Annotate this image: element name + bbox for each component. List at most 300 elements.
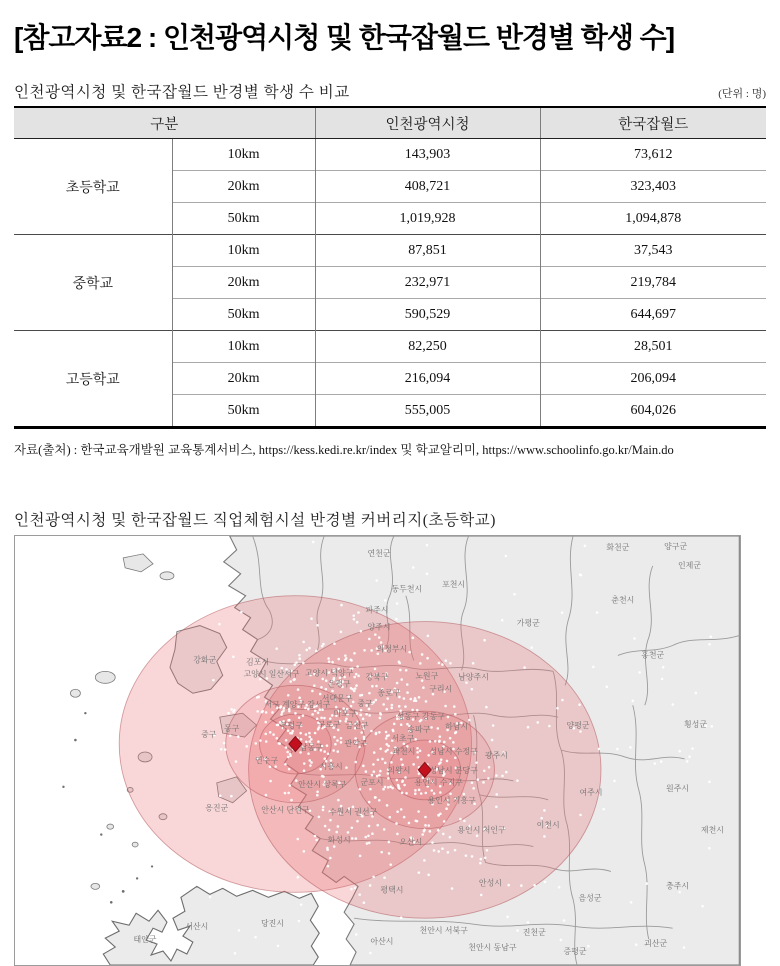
- school-dot: [587, 945, 590, 948]
- school-dot: [297, 688, 300, 691]
- school-dot: [328, 829, 331, 832]
- school-dot: [629, 746, 632, 749]
- school-dot: [396, 833, 399, 836]
- school-dot: [382, 703, 385, 706]
- school-dot: [225, 584, 228, 587]
- school-dot: [285, 739, 288, 742]
- school-dot: [516, 779, 519, 782]
- school-dot: [389, 863, 392, 866]
- school-dot: [350, 659, 353, 662]
- region-label: 진천군: [522, 928, 546, 938]
- school-dot: [235, 760, 238, 763]
- region-label: 구로구: [317, 720, 341, 730]
- school-dot: [313, 684, 316, 687]
- school-dot: [234, 952, 237, 955]
- school-dot: [368, 638, 371, 641]
- school-dot: [326, 848, 329, 851]
- school-dot: [437, 850, 440, 853]
- school-dot: [480, 858, 483, 861]
- school-dot: [322, 643, 325, 646]
- school-dot: [323, 757, 326, 760]
- school-dot: [434, 740, 437, 743]
- school-dot: [691, 747, 694, 750]
- school-dot: [332, 749, 335, 752]
- school-dot: [540, 817, 543, 820]
- school-dot: [487, 777, 490, 780]
- school-dot: [344, 654, 347, 657]
- school-dot: [355, 837, 358, 840]
- school-dot: [430, 726, 433, 729]
- school-dot: [390, 761, 393, 764]
- school-dot: [321, 678, 324, 681]
- school-dot: [276, 737, 279, 740]
- school-dot: [254, 936, 257, 939]
- school-dot: [392, 730, 395, 733]
- school-dot: [298, 696, 301, 699]
- school-dot: [323, 750, 326, 753]
- school-dot: [632, 700, 635, 703]
- school-dot: [386, 735, 389, 738]
- table-row: [14, 331, 766, 363]
- school-dot: [391, 787, 394, 790]
- school-dot: [369, 788, 372, 791]
- region-label: 당진시: [260, 919, 285, 929]
- school-dot: [701, 905, 704, 908]
- school-dot: [560, 939, 563, 942]
- school-dot: [376, 824, 379, 827]
- school-dot: [352, 614, 355, 617]
- value-cell: 232,971: [315, 267, 540, 299]
- school-dot: [695, 692, 698, 695]
- school-dot: [337, 825, 340, 828]
- value-cell: 604,026: [540, 395, 766, 428]
- radius-cell: 20km: [172, 363, 315, 395]
- school-dot: [454, 713, 457, 716]
- school-dot: [366, 842, 369, 845]
- school-dot: [329, 819, 332, 822]
- school-dot: [544, 881, 547, 884]
- region-label: 하남시: [445, 722, 469, 732]
- value-cell: 219,784: [540, 267, 766, 299]
- school-dot: [311, 690, 314, 693]
- school-dot: [397, 784, 400, 787]
- school-dot: [416, 747, 419, 750]
- school-dot: [287, 694, 290, 697]
- school-dot: [584, 545, 587, 548]
- school-dot: [688, 755, 691, 758]
- school-dot: [285, 746, 288, 749]
- region-label: 양주시: [367, 622, 391, 632]
- school-dot: [375, 699, 378, 702]
- school-dot: [398, 661, 401, 664]
- school-dot: [404, 705, 407, 708]
- region-label: 군포시: [360, 777, 384, 787]
- school-dot: [315, 839, 318, 842]
- school-dot: [379, 770, 382, 773]
- radius-cell: 20km: [172, 171, 315, 203]
- school-dot: [421, 833, 424, 836]
- school-dot: [264, 721, 267, 724]
- school-dot: [543, 809, 546, 812]
- school-dot: [662, 666, 665, 669]
- school-dot: [417, 756, 420, 759]
- school-dot: [375, 685, 378, 688]
- school-level-cell: 중학교: [14, 235, 172, 331]
- school-dot: [416, 709, 419, 712]
- school-dot: [530, 646, 533, 649]
- school-dot: [333, 845, 336, 848]
- school-dot: [286, 751, 289, 754]
- school-dot: [378, 774, 381, 777]
- school-dot: [368, 842, 371, 845]
- school-dot: [265, 740, 268, 743]
- school-dot: [381, 758, 384, 761]
- value-cell: 1,019,928: [315, 203, 540, 235]
- school-dot: [233, 573, 236, 576]
- radius-cell: 10km: [172, 331, 315, 363]
- school-dot: [391, 704, 394, 707]
- school-dot: [357, 611, 360, 614]
- school-dot: [343, 927, 346, 930]
- school-dot: [264, 733, 267, 736]
- region-label: 시흥시: [319, 761, 343, 771]
- school-dot: [284, 792, 287, 795]
- school-dot: [433, 792, 436, 795]
- school-dot: [390, 707, 393, 710]
- value-cell: 87,851: [315, 235, 540, 267]
- school-dot: [375, 732, 378, 735]
- school-dot: [492, 724, 495, 727]
- school-dot: [412, 763, 415, 766]
- school-dot: [439, 791, 442, 794]
- school-dot: [377, 758, 380, 761]
- table-header-row: [14, 80, 766, 102]
- school-dot: [556, 707, 559, 710]
- school-dot: [387, 745, 390, 748]
- region-label: 관악구: [344, 739, 368, 749]
- school-dot: [329, 857, 332, 860]
- school-dot: [414, 792, 417, 795]
- value-cell: 206,094: [540, 363, 766, 395]
- school-dot: [414, 738, 417, 741]
- school-dot: [355, 933, 358, 936]
- school-dot: [396, 779, 399, 782]
- school-dot: [433, 849, 436, 852]
- school-dot: [265, 794, 268, 797]
- school-dot: [278, 742, 281, 745]
- region-label: 음성군: [578, 893, 602, 903]
- value-cell: 555,005: [315, 395, 540, 428]
- school-dot: [536, 721, 539, 724]
- school-dot: [334, 743, 337, 746]
- region-label: 동두천시: [391, 584, 423, 594]
- school-dot: [495, 774, 498, 777]
- school-dot: [333, 642, 336, 645]
- region-label: 괴산군: [644, 939, 668, 949]
- school-dot: [379, 748, 382, 751]
- school-dot: [449, 836, 452, 839]
- school-dot: [360, 630, 363, 633]
- school-dot: [276, 724, 279, 727]
- school-dot: [400, 916, 403, 919]
- school-dot: [360, 709, 363, 712]
- school-dot: [256, 696, 259, 699]
- region-label: 부평구: [279, 721, 303, 731]
- school-dot: [606, 686, 609, 689]
- school-dot: [328, 660, 331, 663]
- school-dot: [314, 709, 317, 712]
- school-dot: [563, 919, 566, 922]
- school-dot: [548, 725, 551, 728]
- region-label: 파주시: [365, 605, 389, 615]
- school-dot: [318, 816, 321, 819]
- school-dot: [596, 611, 599, 614]
- unit-note: (단위 : 명): [718, 88, 766, 100]
- region-label: 평택시: [380, 885, 404, 895]
- school-dot: [327, 865, 330, 868]
- region-label: 마포구: [333, 709, 357, 719]
- school-dot: [654, 762, 657, 765]
- school-dot: [356, 665, 359, 668]
- region-label: 성남시 수정구: [429, 746, 478, 756]
- region-label: 수원시 권선구: [328, 807, 378, 817]
- school-dot: [296, 838, 299, 841]
- region-label: 가평군: [516, 618, 540, 628]
- school-dot: [396, 682, 399, 685]
- school-dot: [359, 714, 362, 717]
- school-dot: [337, 799, 340, 802]
- school-dot: [356, 621, 359, 624]
- school-dot: [359, 694, 362, 697]
- school-dot: [388, 852, 391, 855]
- school-dot: [398, 705, 401, 708]
- school-dot: [320, 717, 323, 720]
- school-dot: [287, 756, 290, 759]
- school-dot: [424, 824, 427, 827]
- school-dot: [360, 731, 363, 734]
- school-dot: [223, 742, 226, 745]
- school-dot: [408, 822, 411, 825]
- school-dot: [379, 717, 382, 720]
- school-dot: [403, 816, 406, 819]
- school-dot: [660, 760, 663, 763]
- school-dot: [378, 731, 381, 734]
- school-dot: [385, 708, 388, 711]
- school-dot: [288, 768, 291, 771]
- school-dot: [439, 813, 442, 816]
- school-dot: [482, 781, 485, 784]
- school-dot: [224, 748, 227, 751]
- school-dot: [422, 686, 425, 689]
- school-dot: [305, 649, 308, 652]
- radius-cell: 10km: [172, 139, 315, 171]
- school-dot: [438, 740, 441, 743]
- school-dot: [271, 711, 274, 714]
- table-row: [14, 235, 766, 267]
- school-dot: [294, 712, 297, 715]
- school-dot: [598, 748, 601, 751]
- school-dot: [303, 850, 306, 853]
- school-dot: [480, 894, 483, 897]
- school-dot: [222, 591, 225, 594]
- school-dot: [471, 855, 474, 858]
- school-dot: [326, 744, 329, 747]
- school-dot: [451, 887, 454, 890]
- school-dot: [420, 792, 423, 795]
- school-dot: [429, 740, 432, 743]
- school-dot: [388, 816, 391, 819]
- school-dot: [386, 804, 389, 807]
- school-dot: [371, 832, 374, 835]
- school-dot: [254, 742, 257, 745]
- region-label: 서구 계양구 강서구: [264, 700, 331, 710]
- region-label: 화천군: [606, 542, 630, 552]
- school-dot: [290, 799, 293, 802]
- school-dot: [501, 619, 504, 622]
- region-label: 제천시: [700, 825, 724, 835]
- school-dot: [293, 663, 296, 666]
- school-dot: [269, 780, 272, 783]
- school-dot: [709, 635, 712, 638]
- region-label: 이천시: [536, 820, 560, 830]
- school-dot: [449, 737, 452, 740]
- school-dot: [414, 819, 417, 822]
- school-dot: [400, 678, 403, 681]
- school-dot: [353, 652, 356, 655]
- region-label: 태안군: [133, 935, 157, 945]
- region-label: 과천시: [392, 746, 416, 756]
- school-dot: [370, 649, 373, 652]
- school-dot: [354, 687, 357, 690]
- school-dot: [384, 599, 387, 602]
- school-dot: [300, 903, 303, 906]
- school-dot: [227, 712, 230, 715]
- school-dot: [465, 854, 468, 857]
- value-cell: 408,721: [315, 171, 540, 203]
- school-dot: [369, 884, 372, 887]
- school-dot: [477, 778, 480, 781]
- school-dot: [408, 651, 411, 654]
- school-dot: [232, 710, 235, 713]
- region-label: 강화군: [193, 655, 217, 665]
- school-dot: [322, 809, 325, 812]
- school-dot: [256, 710, 259, 713]
- school-dot: [362, 765, 365, 768]
- school-dot: [613, 780, 616, 783]
- school-dot: [678, 891, 681, 894]
- school-dot: [401, 792, 404, 795]
- school-dot: [453, 705, 456, 708]
- school-dot: [351, 688, 354, 691]
- school-dot: [350, 888, 353, 891]
- value-cell: 644,697: [540, 299, 766, 331]
- region-label: 송파구: [407, 725, 431, 735]
- region-label: 광주시: [484, 750, 508, 760]
- school-dot: [300, 738, 303, 741]
- value-cell: 1,094,878: [540, 203, 766, 235]
- school-dot: [323, 717, 326, 720]
- region-label: 성동구 강동구: [396, 712, 445, 722]
- school-dot: [344, 659, 347, 662]
- region-label: 성남시 분당구: [429, 765, 478, 775]
- radius-cell: 50km: [172, 203, 315, 235]
- school-dot: [418, 789, 421, 792]
- school-dot: [396, 602, 399, 605]
- region-label: 김포시: [246, 657, 270, 667]
- school-dot: [373, 751, 376, 754]
- school-dot: [374, 796, 377, 799]
- school-dot: [272, 733, 275, 736]
- value-cell: 216,094: [315, 363, 540, 395]
- school-dot: [396, 810, 399, 813]
- school-dot: [417, 810, 420, 813]
- school-dot: [375, 579, 378, 582]
- school-dot: [423, 859, 426, 862]
- region-label: 화성시: [327, 835, 351, 845]
- school-dot: [310, 738, 313, 741]
- school-dot: [293, 678, 296, 681]
- school-dot: [400, 723, 403, 726]
- school-dot: [331, 661, 334, 664]
- school-dot: [678, 750, 681, 753]
- school-level-cell: 고등학교: [14, 331, 172, 428]
- school-dot: [371, 774, 374, 777]
- school-dot: [355, 673, 358, 676]
- school-dot: [330, 948, 333, 951]
- school-dot: [340, 604, 343, 607]
- school-dot: [449, 793, 452, 796]
- region-label: 연천군: [367, 548, 391, 558]
- school-dot: [395, 618, 398, 621]
- region-label: 서초구: [391, 734, 415, 744]
- school-dot: [298, 716, 301, 719]
- school-dot: [230, 795, 233, 798]
- school-dot: [374, 633, 377, 636]
- school-dot: [351, 826, 354, 829]
- school-dot: [452, 741, 455, 744]
- school-dot: [340, 741, 343, 744]
- school-dot: [350, 705, 353, 708]
- radius-cell: 50km: [172, 395, 315, 428]
- school-dot: [393, 723, 396, 726]
- school-dot: [491, 739, 494, 742]
- school-dot: [298, 654, 301, 657]
- school-dot: [368, 692, 371, 695]
- school-dot: [580, 574, 583, 577]
- school-dot: [284, 763, 287, 766]
- school-dot: [454, 732, 457, 735]
- region-label: 고양시 일산서구: [243, 669, 300, 679]
- school-dot: [259, 739, 262, 742]
- school-dot: [232, 655, 235, 658]
- school-dot: [386, 697, 389, 700]
- school-dot: [471, 781, 474, 784]
- school-dot: [315, 650, 318, 653]
- region-label: 중구: [357, 699, 373, 709]
- region-label: 금천구: [345, 721, 369, 731]
- school-dot: [209, 896, 212, 899]
- school-dot: [406, 683, 409, 686]
- school-dot: [543, 835, 546, 838]
- region-label: 용인시 처인구: [457, 825, 506, 835]
- school-dot: [362, 718, 365, 721]
- region-label: 구리시: [429, 684, 453, 694]
- school-dot: [710, 725, 713, 728]
- school-dot: [345, 766, 348, 769]
- school-dot: [384, 786, 387, 789]
- school-dot: [388, 841, 391, 844]
- school-dot: [367, 835, 370, 838]
